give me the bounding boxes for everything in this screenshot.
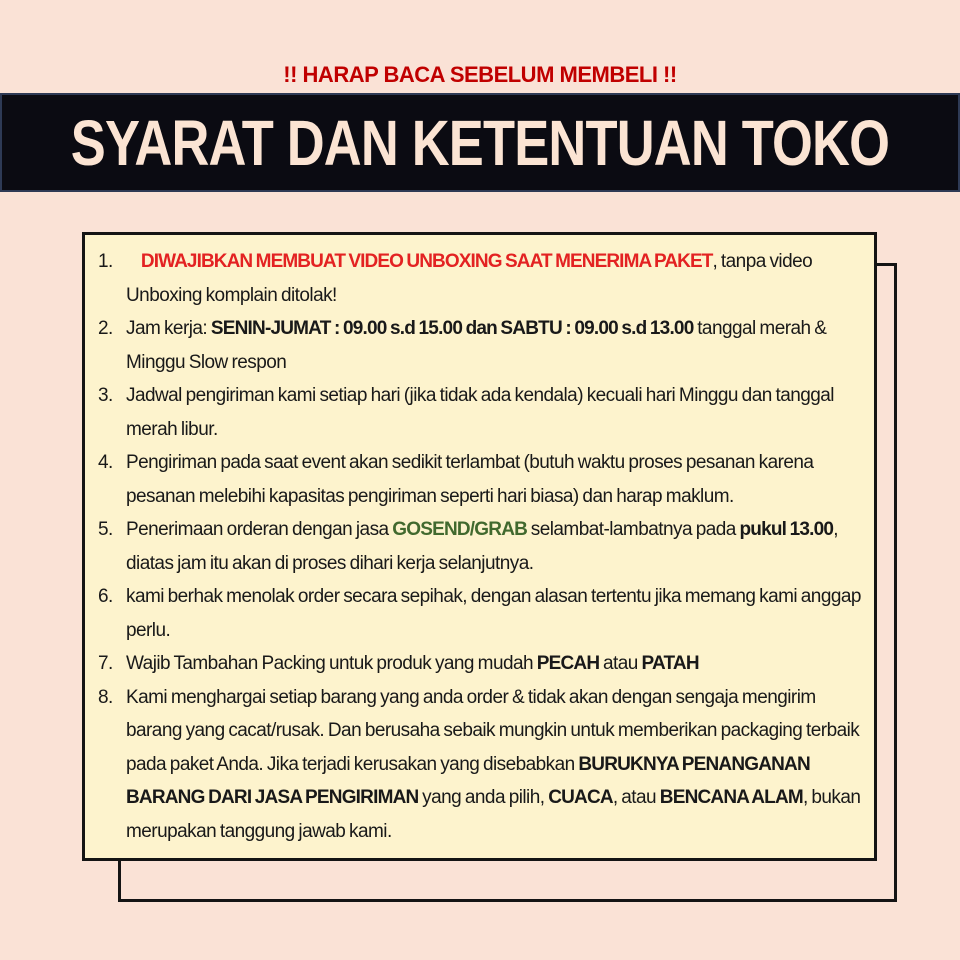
- terms-item-5: [98, 513, 866, 580]
- terms-item-text: Jadwal pengiriman kami setiap hari (jika tidak ada kendala) kecuali hari Minggu dan tanggal merah libur.: [126, 385, 834, 440]
- terms-item-4: [98, 446, 866, 513]
- terms-item-text: DIWAJIBKAN MEMBUAT VIDEO UNBOXING SAAT MENERIMA PAKET, tanpa video Unboxing komplain ditolak!: [126, 251, 813, 306]
- terms-item-number: 6.: [98, 586, 113, 607]
- terms-list: [85, 235, 874, 848]
- terms-item-text: Penerimaan orderan dengan jasa GOSEND/GRAB selambat-lambatnya pada pukul 13.00, diatas jam itu akan di proses dihari kerja selanjutnya.: [126, 519, 838, 574]
- terms-item-1: [98, 245, 866, 312]
- terms-item-number: 8.: [98, 686, 113, 708]
- page-title: [0, 106, 960, 179]
- terms-item-text: Wajib Tambahan Packing untuk produk yang mudah PECAH atau PATAH: [126, 653, 699, 674]
- terms-item-3: [98, 379, 866, 446]
- terms-item-text: kami berhak menolak order secara sepihak, dengan alasan tertentu jika memang kami anggap perlu.: [126, 586, 861, 641]
- title-banner: [0, 93, 960, 192]
- terms-item-number: 3.: [98, 385, 113, 406]
- terms-item-number: 2.: [98, 318, 113, 339]
- terms-item-text: Kami menghargai setiap barang yang anda order & tidak akan dengan sengaja mengirim barang yang cacat/rusak. Dan berusaha sebaik mungkin untuk memberikan packaging terbaik pada paket Anda. Jika terjadi kerusakan yang disebabkan BURUKNYA PENANGANAN BARANG DARI JASA PENGIRIMAN yang anda pilih, CUACA, atau BENCANA ALAM, bukan merupakan tanggung jawab kami.: [126, 686, 861, 842]
- terms-item-number: 4.: [98, 452, 113, 473]
- terms-item-8: [98, 681, 866, 849]
- page-title-text: SYARAT DAN KETENTUAN TOKO: [70, 106, 890, 179]
- terms-item-number: 1.: [98, 251, 113, 272]
- terms-item-number: 5.: [98, 519, 113, 540]
- terms-item-number: 7.: [98, 653, 113, 674]
- terms-item-7: [98, 647, 866, 681]
- terms-item-text: Pengiriman pada saat event akan sedikit terlambat (butuh waktu proses pesanan karena pesanan melebihi kapasitas pengiriman seperti hari biasa) dan harap maklum.: [126, 452, 814, 507]
- terms-box: [82, 232, 877, 861]
- terms-item-6: [98, 580, 866, 647]
- warning-text: !! HARAP BACA SEBELUM MEMBELI !!: [283, 62, 677, 87]
- terms-item-text: Jam kerja: SENIN-JUMAT : 09.00 s.d 15.00 dan SABTU : 09.00 s.d 13.00 tanggal merah & Minggu Slow respon: [126, 318, 827, 373]
- terms-item-2: [98, 312, 866, 379]
